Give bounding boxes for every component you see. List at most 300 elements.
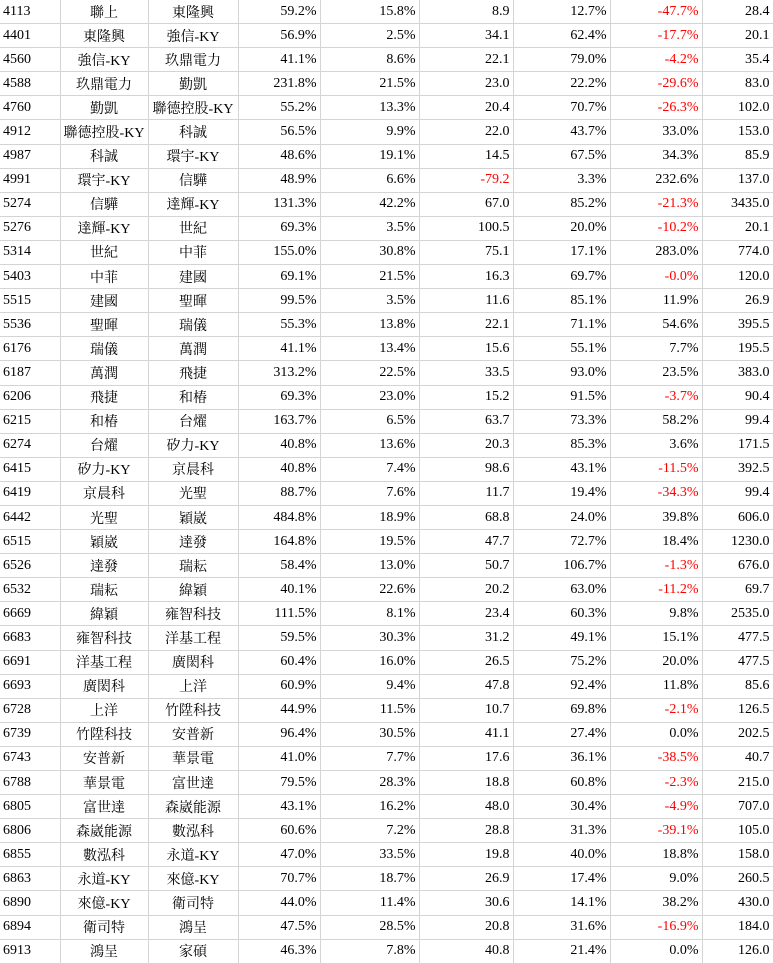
last-value-cell: 195.5 (702, 337, 773, 361)
stock-code-cell: 4588 (0, 72, 60, 96)
last-value-cell: 383.0 (702, 361, 773, 385)
stock-name-cell: 竹陞科技 (60, 722, 148, 746)
table-row (0, 216, 773, 240)
percent-1-cell: 55.3% (238, 313, 320, 337)
last-value-cell: 2535.0 (702, 602, 773, 626)
value-cell: 75.1 (419, 240, 513, 264)
stock-name-cell: 勤凱 (60, 96, 148, 120)
stock-name-cell: 光聖 (60, 505, 148, 529)
table-row (0, 0, 773, 24)
stock-code-cell: 6683 (0, 626, 60, 650)
change-cell: 39.8% (610, 505, 702, 529)
change-cell: 283.0% (610, 240, 702, 264)
percent-3-cell: 60.8% (513, 771, 610, 795)
percent-2-cell: 9.9% (320, 120, 419, 144)
stock-name-cell: 和椿 (60, 409, 148, 433)
percent-2-cell: 30.8% (320, 240, 419, 264)
stock-code-cell: 5274 (0, 192, 60, 216)
percent-3-cell: 43.1% (513, 457, 610, 481)
change-cell: -3.7% (610, 385, 702, 409)
value-cell: 22.1 (419, 313, 513, 337)
percent-1-cell: 69.1% (238, 265, 320, 289)
change-cell: -26.3% (610, 96, 702, 120)
last-value-cell: 20.1 (702, 24, 773, 48)
percent-1-cell: 56.5% (238, 120, 320, 144)
change-cell: 3.6% (610, 433, 702, 457)
next-stock-name-cell: 台燿 (148, 409, 238, 433)
change-cell: -1.3% (610, 554, 702, 578)
percent-3-cell: 24.0% (513, 505, 610, 529)
percent-1-cell: 46.3% (238, 939, 320, 963)
table-row (0, 554, 773, 578)
percent-2-cell: 6.6% (320, 168, 419, 192)
table-row (0, 819, 773, 843)
percent-2-cell: 7.2% (320, 819, 419, 843)
table-row (0, 72, 773, 96)
percent-3-cell: 40.0% (513, 843, 610, 867)
value-cell: 16.3 (419, 265, 513, 289)
percent-1-cell: 79.5% (238, 771, 320, 795)
percent-1-cell: 40.8% (238, 433, 320, 457)
percent-3-cell: 91.5% (513, 385, 610, 409)
percent-3-cell: 12.7% (513, 0, 610, 24)
last-value-cell: 477.5 (702, 626, 773, 650)
change-cell: -4.2% (610, 48, 702, 72)
change-cell: 34.3% (610, 144, 702, 168)
change-cell: 0.0% (610, 939, 702, 963)
change-cell: 33.0% (610, 120, 702, 144)
last-value-cell: 395.5 (702, 313, 773, 337)
percent-3-cell: 63.0% (513, 578, 610, 602)
change-cell: -0.0% (610, 265, 702, 289)
stock-code-cell: 5314 (0, 240, 60, 264)
percent-1-cell: 60.9% (238, 674, 320, 698)
change-cell: -29.6% (610, 72, 702, 96)
percent-1-cell: 88.7% (238, 481, 320, 505)
next-stock-name-cell: 達輝-KY (148, 192, 238, 216)
value-cell: 28.8 (419, 819, 513, 843)
last-value-cell: 99.4 (702, 409, 773, 433)
change-cell: 11.9% (610, 289, 702, 313)
table-row (0, 313, 773, 337)
stock-name-cell: 富世達 (60, 795, 148, 819)
last-value-cell: 202.5 (702, 722, 773, 746)
next-stock-name-cell: 穎崴 (148, 505, 238, 529)
last-value-cell: 35.4 (702, 48, 773, 72)
change-cell: -10.2% (610, 216, 702, 240)
percent-2-cell: 8.6% (320, 48, 419, 72)
percent-1-cell: 40.1% (238, 578, 320, 602)
last-value-cell: 69.7 (702, 578, 773, 602)
value-cell: 33.5 (419, 361, 513, 385)
stock-code-cell: 6187 (0, 361, 60, 385)
percent-3-cell: 106.7% (513, 554, 610, 578)
table-row (0, 240, 773, 264)
next-stock-name-cell: 光聖 (148, 481, 238, 505)
value-cell: 10.7 (419, 698, 513, 722)
stock-name-cell: 來億-KY (60, 891, 148, 915)
stock-name-cell: 萬潤 (60, 361, 148, 385)
percent-2-cell: 13.3% (320, 96, 419, 120)
percent-3-cell: 73.3% (513, 409, 610, 433)
next-stock-name-cell: 永道-KY (148, 843, 238, 867)
value-cell: 23.0 (419, 72, 513, 96)
table-row (0, 843, 773, 867)
stock-name-cell: 環宇-KY (60, 168, 148, 192)
next-stock-name-cell: 勤凱 (148, 72, 238, 96)
next-stock-name-cell: 信驊 (148, 168, 238, 192)
stock-code-cell: 6806 (0, 819, 60, 843)
last-value-cell: 137.0 (702, 168, 773, 192)
value-cell: 15.2 (419, 385, 513, 409)
percent-1-cell: 41.1% (238, 48, 320, 72)
percent-1-cell: 313.2% (238, 361, 320, 385)
percent-1-cell: 41.1% (238, 337, 320, 361)
table-row (0, 650, 773, 674)
last-value-cell: 158.0 (702, 843, 773, 867)
percent-1-cell: 56.9% (238, 24, 320, 48)
next-stock-name-cell: 建國 (148, 265, 238, 289)
change-cell: -21.3% (610, 192, 702, 216)
percent-2-cell: 30.3% (320, 626, 419, 650)
percent-1-cell: 96.4% (238, 722, 320, 746)
value-cell: 20.8 (419, 915, 513, 939)
value-cell: 11.6 (419, 289, 513, 313)
table-row (0, 24, 773, 48)
stock-name-cell: 強信-KY (60, 48, 148, 72)
change-cell: -34.3% (610, 481, 702, 505)
value-cell: 30.6 (419, 891, 513, 915)
percent-3-cell: 31.3% (513, 819, 610, 843)
last-value-cell: 184.0 (702, 915, 773, 939)
percent-2-cell: 22.6% (320, 578, 419, 602)
percent-3-cell: 27.4% (513, 722, 610, 746)
percent-2-cell: 8.1% (320, 602, 419, 626)
value-cell: 8.9 (419, 0, 513, 24)
last-value-cell: 120.0 (702, 265, 773, 289)
stock-code-cell: 6788 (0, 771, 60, 795)
percent-1-cell: 69.3% (238, 216, 320, 240)
percent-3-cell: 14.1% (513, 891, 610, 915)
last-value-cell: 774.0 (702, 240, 773, 264)
table-row (0, 457, 773, 481)
table-row (0, 289, 773, 313)
table-row (0, 96, 773, 120)
percent-3-cell: 75.2% (513, 650, 610, 674)
percent-1-cell: 163.7% (238, 409, 320, 433)
percent-2-cell: 28.3% (320, 771, 419, 795)
value-cell: 50.7 (419, 554, 513, 578)
value-cell: 67.0 (419, 192, 513, 216)
table-row (0, 867, 773, 891)
stock-code-cell: 6894 (0, 915, 60, 939)
percent-1-cell: 59.5% (238, 626, 320, 650)
stock-name-cell: 安普新 (60, 746, 148, 770)
stock-name-cell: 科誠 (60, 144, 148, 168)
percent-2-cell: 18.7% (320, 867, 419, 891)
stock-name-cell: 台燿 (60, 433, 148, 457)
table-row (0, 674, 773, 698)
stock-name-cell: 達發 (60, 554, 148, 578)
value-cell: 47.8 (419, 674, 513, 698)
change-cell: 232.6% (610, 168, 702, 192)
last-value-cell: 85.6 (702, 674, 773, 698)
stock-name-cell: 聯德控股-KY (60, 120, 148, 144)
percent-1-cell: 47.5% (238, 915, 320, 939)
stock-name-cell: 東隆興 (60, 24, 148, 48)
stock-name-cell: 永道-KY (60, 867, 148, 891)
stock-name-cell: 世紀 (60, 240, 148, 264)
percent-2-cell: 13.8% (320, 313, 419, 337)
value-cell: 26.9 (419, 867, 513, 891)
percent-2-cell: 28.5% (320, 915, 419, 939)
stock-code-cell: 4991 (0, 168, 60, 192)
percent-1-cell: 43.1% (238, 795, 320, 819)
percent-2-cell: 7.4% (320, 457, 419, 481)
table-row (0, 771, 773, 795)
value-cell: 22.0 (419, 120, 513, 144)
percent-3-cell: 17.4% (513, 867, 610, 891)
next-stock-name-cell: 聯德控股-KY (148, 96, 238, 120)
value-cell: 34.1 (419, 24, 513, 48)
change-cell: 7.7% (610, 337, 702, 361)
next-stock-name-cell: 鴻呈 (148, 915, 238, 939)
table-row (0, 409, 773, 433)
percent-3-cell: 20.0% (513, 216, 610, 240)
next-stock-name-cell: 科誠 (148, 120, 238, 144)
percent-3-cell: 30.4% (513, 795, 610, 819)
last-value-cell: 676.0 (702, 554, 773, 578)
value-cell: 15.6 (419, 337, 513, 361)
stock-name-cell: 玖鼎電力 (60, 72, 148, 96)
percent-1-cell: 231.8% (238, 72, 320, 96)
stock-name-cell: 洋基工程 (60, 650, 148, 674)
next-stock-name-cell: 飛捷 (148, 361, 238, 385)
last-value-cell: 20.1 (702, 216, 773, 240)
percent-2-cell: 18.9% (320, 505, 419, 529)
change-cell: -16.9% (610, 915, 702, 939)
next-stock-name-cell: 上洋 (148, 674, 238, 698)
table-row (0, 795, 773, 819)
last-value-cell: 26.9 (702, 289, 773, 313)
next-stock-name-cell: 瑞耘 (148, 554, 238, 578)
next-stock-name-cell: 環宇-KY (148, 144, 238, 168)
next-stock-name-cell: 家碩 (148, 939, 238, 963)
value-cell: 98.6 (419, 457, 513, 481)
stock-code-cell: 6442 (0, 505, 60, 529)
percent-3-cell: 79.0% (513, 48, 610, 72)
last-value-cell: 105.0 (702, 819, 773, 843)
stock-name-cell: 聯上 (60, 0, 148, 24)
change-cell: -17.7% (610, 24, 702, 48)
next-stock-name-cell: 森崴能源 (148, 795, 238, 819)
last-value-cell: 102.0 (702, 96, 773, 120)
percent-1-cell: 55.2% (238, 96, 320, 120)
last-value-cell: 153.0 (702, 120, 773, 144)
value-cell: 20.2 (419, 578, 513, 602)
value-cell: 47.7 (419, 530, 513, 554)
table-row (0, 385, 773, 409)
value-cell: 18.8 (419, 771, 513, 795)
stock-code-cell: 6691 (0, 650, 60, 674)
table-row (0, 530, 773, 554)
change-cell: 54.6% (610, 313, 702, 337)
stock-code-cell: 5403 (0, 265, 60, 289)
change-cell: 9.0% (610, 867, 702, 891)
stock-code-cell: 4760 (0, 96, 60, 120)
stock-name-cell: 聖暉 (60, 313, 148, 337)
percent-2-cell: 21.5% (320, 72, 419, 96)
percent-3-cell: 93.0% (513, 361, 610, 385)
value-cell: 20.4 (419, 96, 513, 120)
stock-name-cell: 上洋 (60, 698, 148, 722)
percent-2-cell: 6.5% (320, 409, 419, 433)
percent-2-cell: 19.1% (320, 144, 419, 168)
last-value-cell: 171.5 (702, 433, 773, 457)
percent-1-cell: 111.5% (238, 602, 320, 626)
next-stock-name-cell: 達發 (148, 530, 238, 554)
last-value-cell: 99.4 (702, 481, 773, 505)
stock-code-cell: 5276 (0, 216, 60, 240)
percent-3-cell: 72.7% (513, 530, 610, 554)
stock-code-cell: 6176 (0, 337, 60, 361)
stock-name-cell: 京晨科 (60, 481, 148, 505)
percent-2-cell: 23.0% (320, 385, 419, 409)
stock-code-cell: 4113 (0, 0, 60, 24)
stock-name-cell: 建國 (60, 289, 148, 313)
stock-name-cell: 森崴能源 (60, 819, 148, 843)
percent-3-cell: 36.1% (513, 746, 610, 770)
next-stock-name-cell: 強信-KY (148, 24, 238, 48)
percent-3-cell: 85.2% (513, 192, 610, 216)
next-stock-name-cell: 京晨科 (148, 457, 238, 481)
value-cell: 68.8 (419, 505, 513, 529)
value-cell: 22.1 (419, 48, 513, 72)
percent-2-cell: 22.5% (320, 361, 419, 385)
stock-code-cell: 4987 (0, 144, 60, 168)
percent-3-cell: 21.4% (513, 939, 610, 963)
change-cell: 9.8% (610, 602, 702, 626)
percent-2-cell: 30.5% (320, 722, 419, 746)
stock-code-cell: 6739 (0, 722, 60, 746)
last-value-cell: 707.0 (702, 795, 773, 819)
change-cell: 20.0% (610, 650, 702, 674)
value-cell: 63.7 (419, 409, 513, 433)
percent-2-cell: 16.0% (320, 650, 419, 674)
percent-1-cell: 155.0% (238, 240, 320, 264)
stock-name-cell: 緯穎 (60, 602, 148, 626)
stock-code-cell: 4912 (0, 120, 60, 144)
stock-code-cell: 6693 (0, 674, 60, 698)
last-value-cell: 3435.0 (702, 192, 773, 216)
percent-3-cell: 55.1% (513, 337, 610, 361)
stock-name-cell: 鴻呈 (60, 939, 148, 963)
percent-1-cell: 47.0% (238, 843, 320, 867)
next-stock-name-cell: 和椿 (148, 385, 238, 409)
stock-name-cell: 中菲 (60, 265, 148, 289)
percent-2-cell: 11.5% (320, 698, 419, 722)
change-cell: 38.2% (610, 891, 702, 915)
next-stock-name-cell: 雍智科技 (148, 602, 238, 626)
percent-3-cell: 92.4% (513, 674, 610, 698)
value-cell: 11.7 (419, 481, 513, 505)
percent-1-cell: 59.2% (238, 0, 320, 24)
table-row (0, 168, 773, 192)
percent-3-cell: 85.3% (513, 433, 610, 457)
next-stock-name-cell: 數泓科 (148, 819, 238, 843)
stock-name-cell: 廣閎科 (60, 674, 148, 698)
percent-1-cell: 60.6% (238, 819, 320, 843)
table-row (0, 48, 773, 72)
next-stock-name-cell: 緯穎 (148, 578, 238, 602)
stock-code-cell: 6913 (0, 939, 60, 963)
value-cell: 48.0 (419, 795, 513, 819)
percent-1-cell: 58.4% (238, 554, 320, 578)
percent-2-cell: 7.8% (320, 939, 419, 963)
stock-code-cell: 6515 (0, 530, 60, 554)
value-cell: 14.5 (419, 144, 513, 168)
percent-1-cell: 44.0% (238, 891, 320, 915)
last-value-cell: 430.0 (702, 891, 773, 915)
table-row (0, 722, 773, 746)
percent-1-cell: 40.8% (238, 457, 320, 481)
last-value-cell: 40.7 (702, 746, 773, 770)
change-cell: -47.7% (610, 0, 702, 24)
table-row (0, 698, 773, 722)
percent-3-cell: 31.6% (513, 915, 610, 939)
percent-3-cell: 22.2% (513, 72, 610, 96)
stock-code-cell: 6743 (0, 746, 60, 770)
next-stock-name-cell: 東隆興 (148, 0, 238, 24)
change-cell: -2.3% (610, 771, 702, 795)
value-cell: 26.5 (419, 650, 513, 674)
percent-1-cell: 60.4% (238, 650, 320, 674)
value-cell: 41.1 (419, 722, 513, 746)
next-stock-name-cell: 衛司特 (148, 891, 238, 915)
stock-name-cell: 達輝-KY (60, 216, 148, 240)
stock-name-cell: 華景電 (60, 771, 148, 795)
stock-name-cell: 數泓科 (60, 843, 148, 867)
change-cell: -11.2% (610, 578, 702, 602)
change-cell: 0.0% (610, 722, 702, 746)
next-stock-name-cell: 來億-KY (148, 867, 238, 891)
percent-3-cell: 67.5% (513, 144, 610, 168)
change-cell: 15.1% (610, 626, 702, 650)
table-row (0, 361, 773, 385)
next-stock-name-cell: 瑞儀 (148, 313, 238, 337)
percent-2-cell: 7.6% (320, 481, 419, 505)
stock-code-cell: 6532 (0, 578, 60, 602)
percent-3-cell: 17.1% (513, 240, 610, 264)
percent-3-cell: 60.3% (513, 602, 610, 626)
change-cell: -4.9% (610, 795, 702, 819)
table-row (0, 602, 773, 626)
change-cell: -38.5% (610, 746, 702, 770)
stock-code-cell: 6863 (0, 867, 60, 891)
next-stock-name-cell: 富世達 (148, 771, 238, 795)
percent-1-cell: 48.9% (238, 168, 320, 192)
change-cell: -11.5% (610, 457, 702, 481)
percent-2-cell: 19.5% (320, 530, 419, 554)
percent-1-cell: 69.3% (238, 385, 320, 409)
next-stock-name-cell: 矽力-KY (148, 433, 238, 457)
stock-code-cell: 6215 (0, 409, 60, 433)
value-cell: 23.4 (419, 602, 513, 626)
percent-2-cell: 9.4% (320, 674, 419, 698)
table-row (0, 144, 773, 168)
next-stock-name-cell: 華景電 (148, 746, 238, 770)
stock-code-cell: 5515 (0, 289, 60, 313)
